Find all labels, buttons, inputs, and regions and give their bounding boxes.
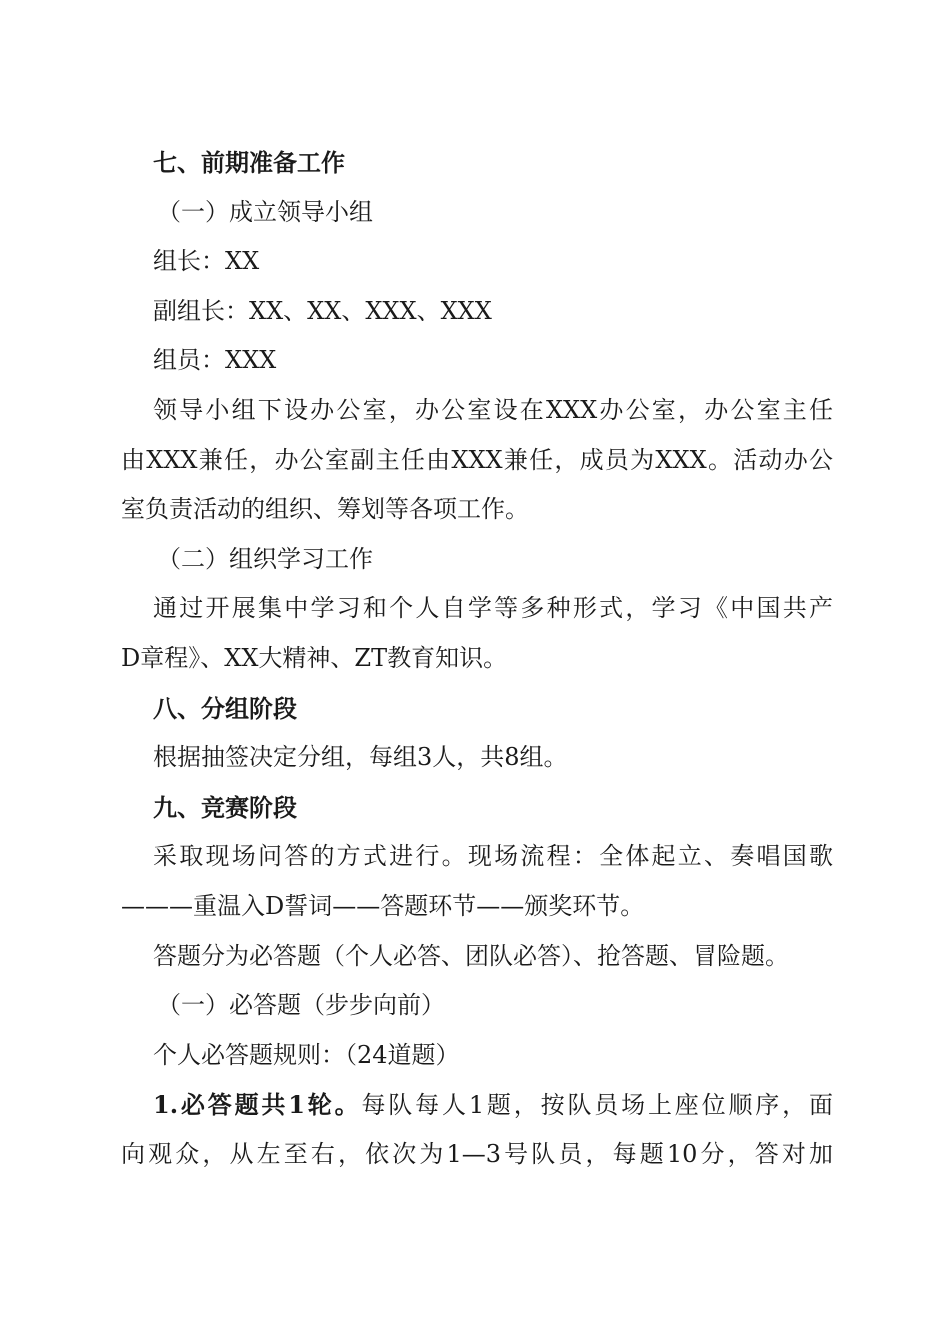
subsection-title-required-questions: （一）必答题（步步向前） — [157, 991, 445, 1020]
individual-rules-title: 个人必答题规则：（24道题） — [153, 1040, 460, 1069]
group-leader-line: 组长：XX — [153, 247, 260, 276]
group-members-line: 组员：XXX — [153, 346, 277, 375]
subsection-title-study-work: （二）组织学习工作 — [157, 544, 373, 573]
study-paragraph-line-2: D章程》、XX大精神、ZT教育知识。 — [121, 643, 508, 672]
rule-1-rest: 每队每人1题，按队员场上座位顺序，面 — [361, 1091, 833, 1120]
subsection-title-leadership-group: （一）成立领导小组 — [157, 197, 373, 226]
section-heading-9: 九、竞赛阶段 — [153, 792, 297, 822]
study-paragraph-line-1: 通过开展集中学习和个人自学等多种形式，学习《中国共产 — [153, 594, 833, 623]
section-heading-7: 七、前期准备工作 — [153, 148, 345, 177]
question-categories-paragraph: 答题分为必答题（个人必答、团队必答）、抢答题、冒险题。 — [153, 941, 789, 970]
grouping-paragraph: 根据抽签决定分组，每组3人，共8组。 — [153, 743, 568, 772]
office-paragraph-line-1: 领导小组下设办公室，办公室设在XXX办公室，办公室主任 — [153, 395, 833, 424]
office-paragraph-line-2: 由XXX兼任，办公室副主任由XXX兼任，成员为XXX。活动办公 — [121, 445, 833, 474]
rule-1-bold-lead: 1.必答题共1轮。 — [153, 1090, 362, 1120]
flow-paragraph-line-2: ———重温入D誓词——答题环节——颁奖环节。 — [121, 891, 645, 920]
rule-1-line-1 — [121, 1080, 833, 1130]
section-heading-8: 八、分组阶段 — [153, 693, 297, 723]
rule-1-line-2: 向观众，从左至右，依次为1—3号队员，每题10分，答对加 — [121, 1139, 833, 1168]
office-paragraph-line-3: 室负责活动的组织、筹划等各项工作。 — [121, 495, 529, 524]
deputy-leader-line: 副组长：XX、XX、XXX、XXX — [153, 296, 492, 325]
flow-paragraph-line-1: 采取现场问答的方式进行。现场流程：全体起立、奏唱国歌 — [153, 842, 833, 871]
document-body — [121, 138, 833, 1179]
